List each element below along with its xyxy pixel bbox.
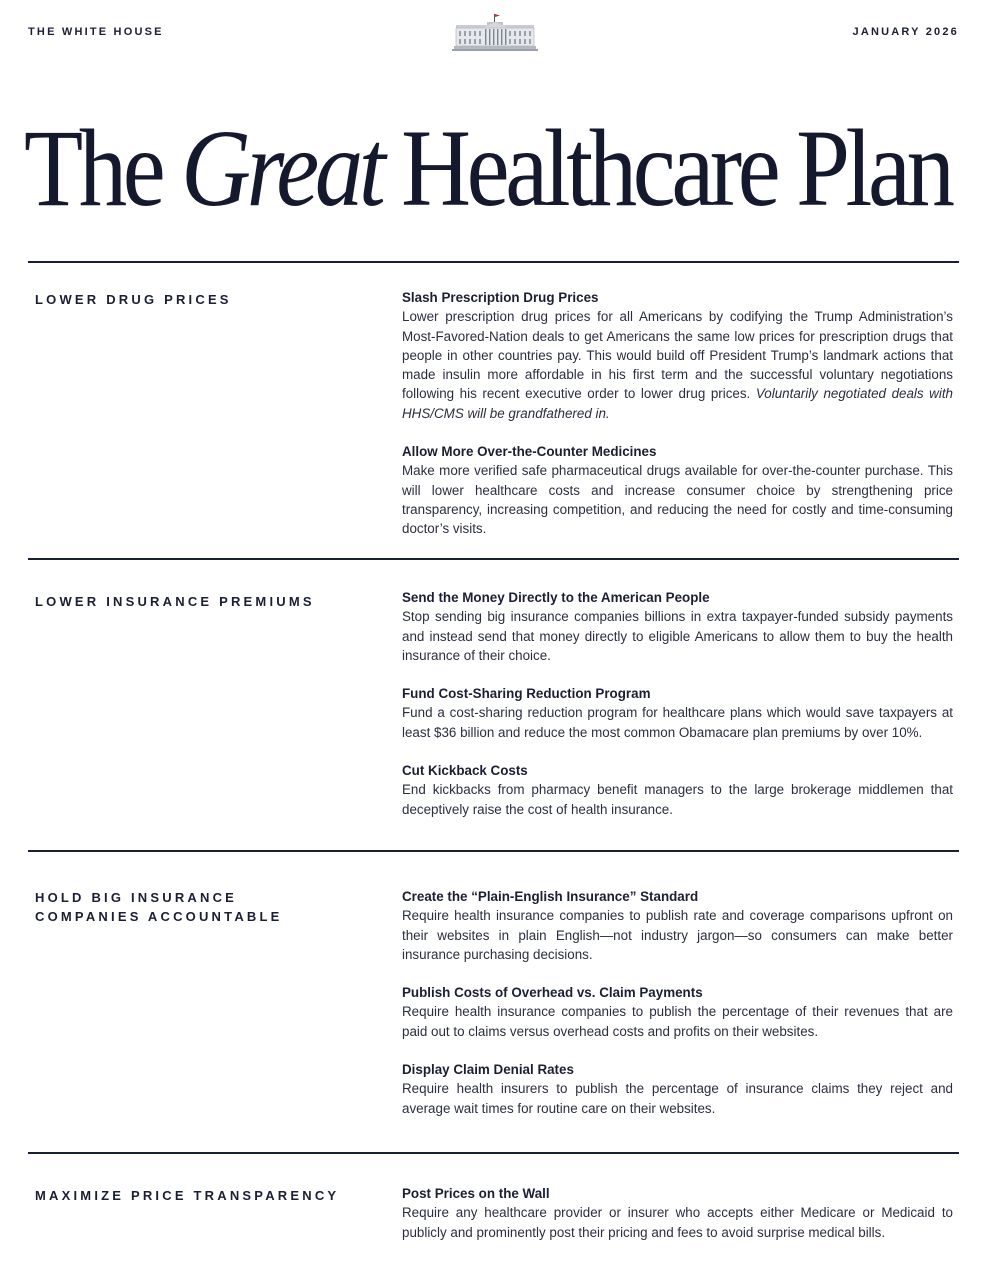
list-item [402,761,953,819]
list-item [402,1184,953,1242]
item-body: Require health insurance companies to publish the percentage of their revenues that are paid out to claims versus overhead costs and profits on their websites. [402,1004,953,1039]
title-part-healthcare-plan: Healthcare Plan [401,107,951,229]
list-item [402,684,953,742]
item-title: Fund Cost-Sharing Reduction Program [402,686,651,702]
item-body-italic-note: Voluntarily negotiated deals with HHS/CMS will be grandfathered in. [402,386,953,421]
item-title: Post Prices on the Wall [402,1186,550,1201]
item-body: Require any healthcare provider or insurer who accepts either Medicare or Medicaid to publicly and prominently post their pricing and fees to avoid surprise medical bills. [402,1205,953,1240]
section-items-maximize-price-transparency [402,1184,953,1261]
list-item [402,887,953,964]
list-item [402,288,953,423]
section-label-lower-insurance-premiums: LOWER INSURANCE PREMIUMS [35,594,315,609]
section-items-lower-drug-prices [402,288,953,558]
title-part-great: Great [181,107,382,229]
item-body: Make more verified safe pharmaceutical drugs available for over-the-counter purchase. This will lower healthcare costs and increase consumer choice by strengthening price transparency, increasing competition, and reducing the need for costly and time-consuming doctor’s visits. [402,463,953,537]
item-title: Slash Prescription Drug Prices [402,290,599,305]
section-items-lower-insurance-premiums [402,588,953,838]
org-name: THE WHITE HOUSE [28,26,164,38]
section-label-maximize-price-transparency: MAXIMIZE PRICE TRANSPARENCY [35,1188,340,1203]
header-bar [0,24,989,54]
page-title [24,107,951,229]
list-item [402,983,953,1041]
title-part-the: The [24,107,162,229]
section-divider [28,558,959,560]
item-title: Display Claim Denial Rates [402,1062,574,1078]
section-divider [28,1152,959,1154]
white-house-building-icon [452,12,538,54]
item-body: Require health insurers to publish the percentage of insurance claims they reject and average wait times for routine care on their websites. [402,1081,953,1116]
item-body: Require health insurance companies to publish rate and coverage comparisons upfront on their websites in plain English—not industry jargon—so consumers can make better insurance purchasing decisions. [402,908,953,962]
item-title: Allow More Over-the-Counter Medicines [402,444,657,460]
item-title: Create the “Plain-English Insurance” Standard [402,889,699,904]
publication-date: JANUARY 2026 [852,26,959,38]
section-divider [28,850,959,852]
item-title: Send the Money Directly to the American People [402,590,710,605]
section-divider [28,261,959,263]
list-item [402,442,953,538]
item-body: Stop sending big insurance companies billions in extra taxpayer-funded subsidy payments and instead send that money directly to eligible Americans to allow them to buy the health insurance of their choice. [402,609,953,663]
item-body [402,307,953,423]
list-item [402,588,953,665]
section-label-lower-drug-prices: LOWER DRUG PRICES [35,292,232,307]
item-body: End kickbacks from pharmacy benefit managers to the large brokerage middlemen that deceptively raise the cost of health insurance. [402,782,953,817]
section-label-hold-big-insurance: HOLD BIG INSURANCE COMPANIES ACCOUNTABLE [35,890,283,924]
item-body-text: Lower prescription drug prices for all Americans by codifying the Trump Administration’s Most-Favored-Nation deals to get Americans the same low prices for prescription drugs that people in other countries pay. This would build off President Trump’s landmark actions that made insulin more affordable in his first term and the successful voluntary negotiations following his recent executive order to lower drug prices. [402,309,953,402]
item-title: Cut Kickback Costs [402,763,528,779]
item-body: Fund a cost-sharing reduction program for healthcare plans which would save taxpayers at least $36 billion and reduce the most common Obamacare plan premiums by over 10%. [402,705,953,740]
list-item [402,1060,953,1118]
item-title: Publish Costs of Overhead vs. Claim Payments [402,985,703,1001]
section-items-hold-big-insurance [402,887,953,1137]
